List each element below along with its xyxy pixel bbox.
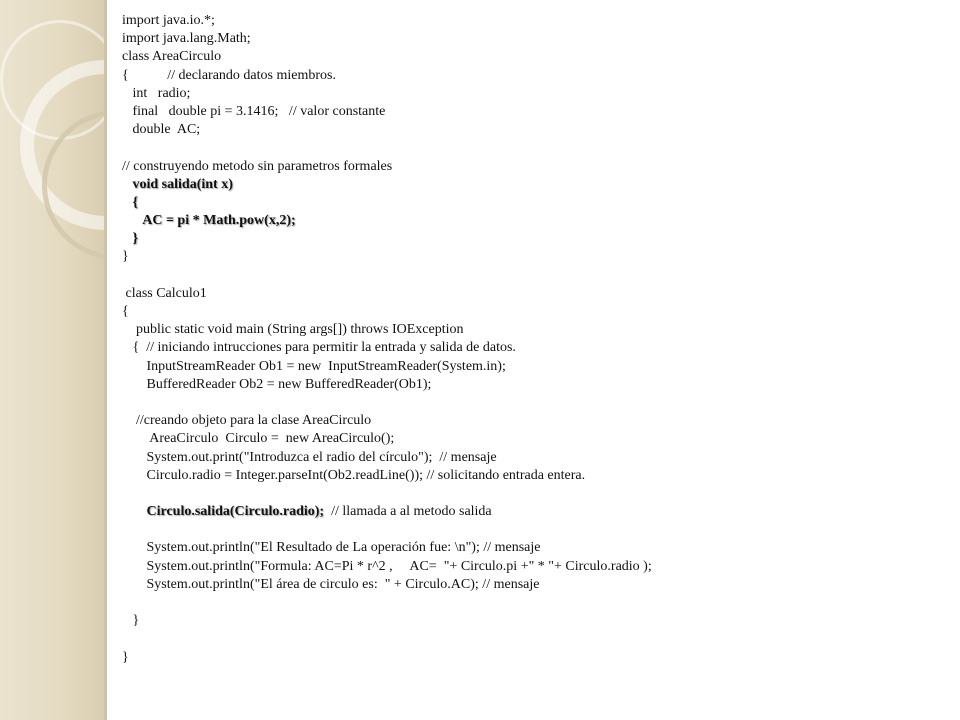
code-line-highlighted: } [122, 231, 139, 247]
code-line: double AC; [122, 122, 201, 138]
code-line: System.out.print("Introduzca el radio del círculo"); // mensaje [122, 449, 497, 465]
code-line: System.out.println("Formula: AC=Pi * r^2 , AC= "+ Circulo.pi +" * "+ Circulo.radio ); [122, 558, 652, 574]
code-line: BufferedReader Ob2 = new BufferedReader(Ob1); [122, 376, 432, 392]
decorative-side-band [0, 0, 106, 720]
code-line [122, 485, 942, 503]
code-line: class Calculo1 [122, 285, 207, 301]
code-line: // construyendo metodo sin parametros formales [122, 158, 393, 174]
code-line [122, 139, 942, 157]
code-line: class AreaCirculo [122, 49, 222, 65]
code-line [122, 521, 942, 539]
code-line [122, 394, 942, 412]
code-line: InputStreamReader Ob1 = new InputStreamReader(System.in); [122, 358, 506, 374]
method-call-highlighted: Circulo.salida(Circulo.radio); [122, 504, 325, 520]
code-line: //creando objeto para la clase AreaCirculo [122, 413, 372, 429]
code-line: Circulo.radio = Integer.parseInt(Ob2.readLine()); // solicitando entrada entera. [122, 467, 586, 483]
method-call-comment: // llamada a al metodo salida [324, 504, 492, 520]
code-line-method-call [122, 503, 942, 521]
code-line: } [122, 649, 129, 665]
code-line: AreaCirculo Circulo = new AreaCirculo(); [122, 431, 395, 447]
code-line: import java.io.*; [122, 13, 215, 28]
code-line: System.out.println("El Resultado de La operación fue: \n"); // mensaje [122, 540, 541, 556]
code-line: { // declarando datos miembros. [122, 67, 336, 83]
code-line: { [122, 304, 129, 319]
code-line: final double pi = 3.1416; // valor constante [122, 103, 386, 119]
code-line: public static void main (String args[]) throws IOException [122, 322, 464, 338]
code-line: import java.lang.Math; [122, 31, 251, 47]
code-line: } [122, 249, 129, 265]
code-line [122, 594, 942, 612]
code-line [122, 630, 942, 648]
code-line-highlighted: AC = pi * Math.pow(x,2); [122, 213, 296, 229]
code-line: } [122, 613, 140, 629]
code-line-highlighted: { [122, 194, 139, 210]
code-listing [122, 12, 942, 667]
code-line: System.out.println("El área de circulo es: " + Circulo.AC); // mensaje [122, 576, 540, 592]
code-line: { // iniciando intrucciones para permitir la entrada y salida de datos. [122, 340, 516, 356]
code-line: int radio; [122, 85, 191, 101]
code-line [122, 267, 942, 285]
code-line-highlighted: void salida(int x) [122, 176, 233, 192]
